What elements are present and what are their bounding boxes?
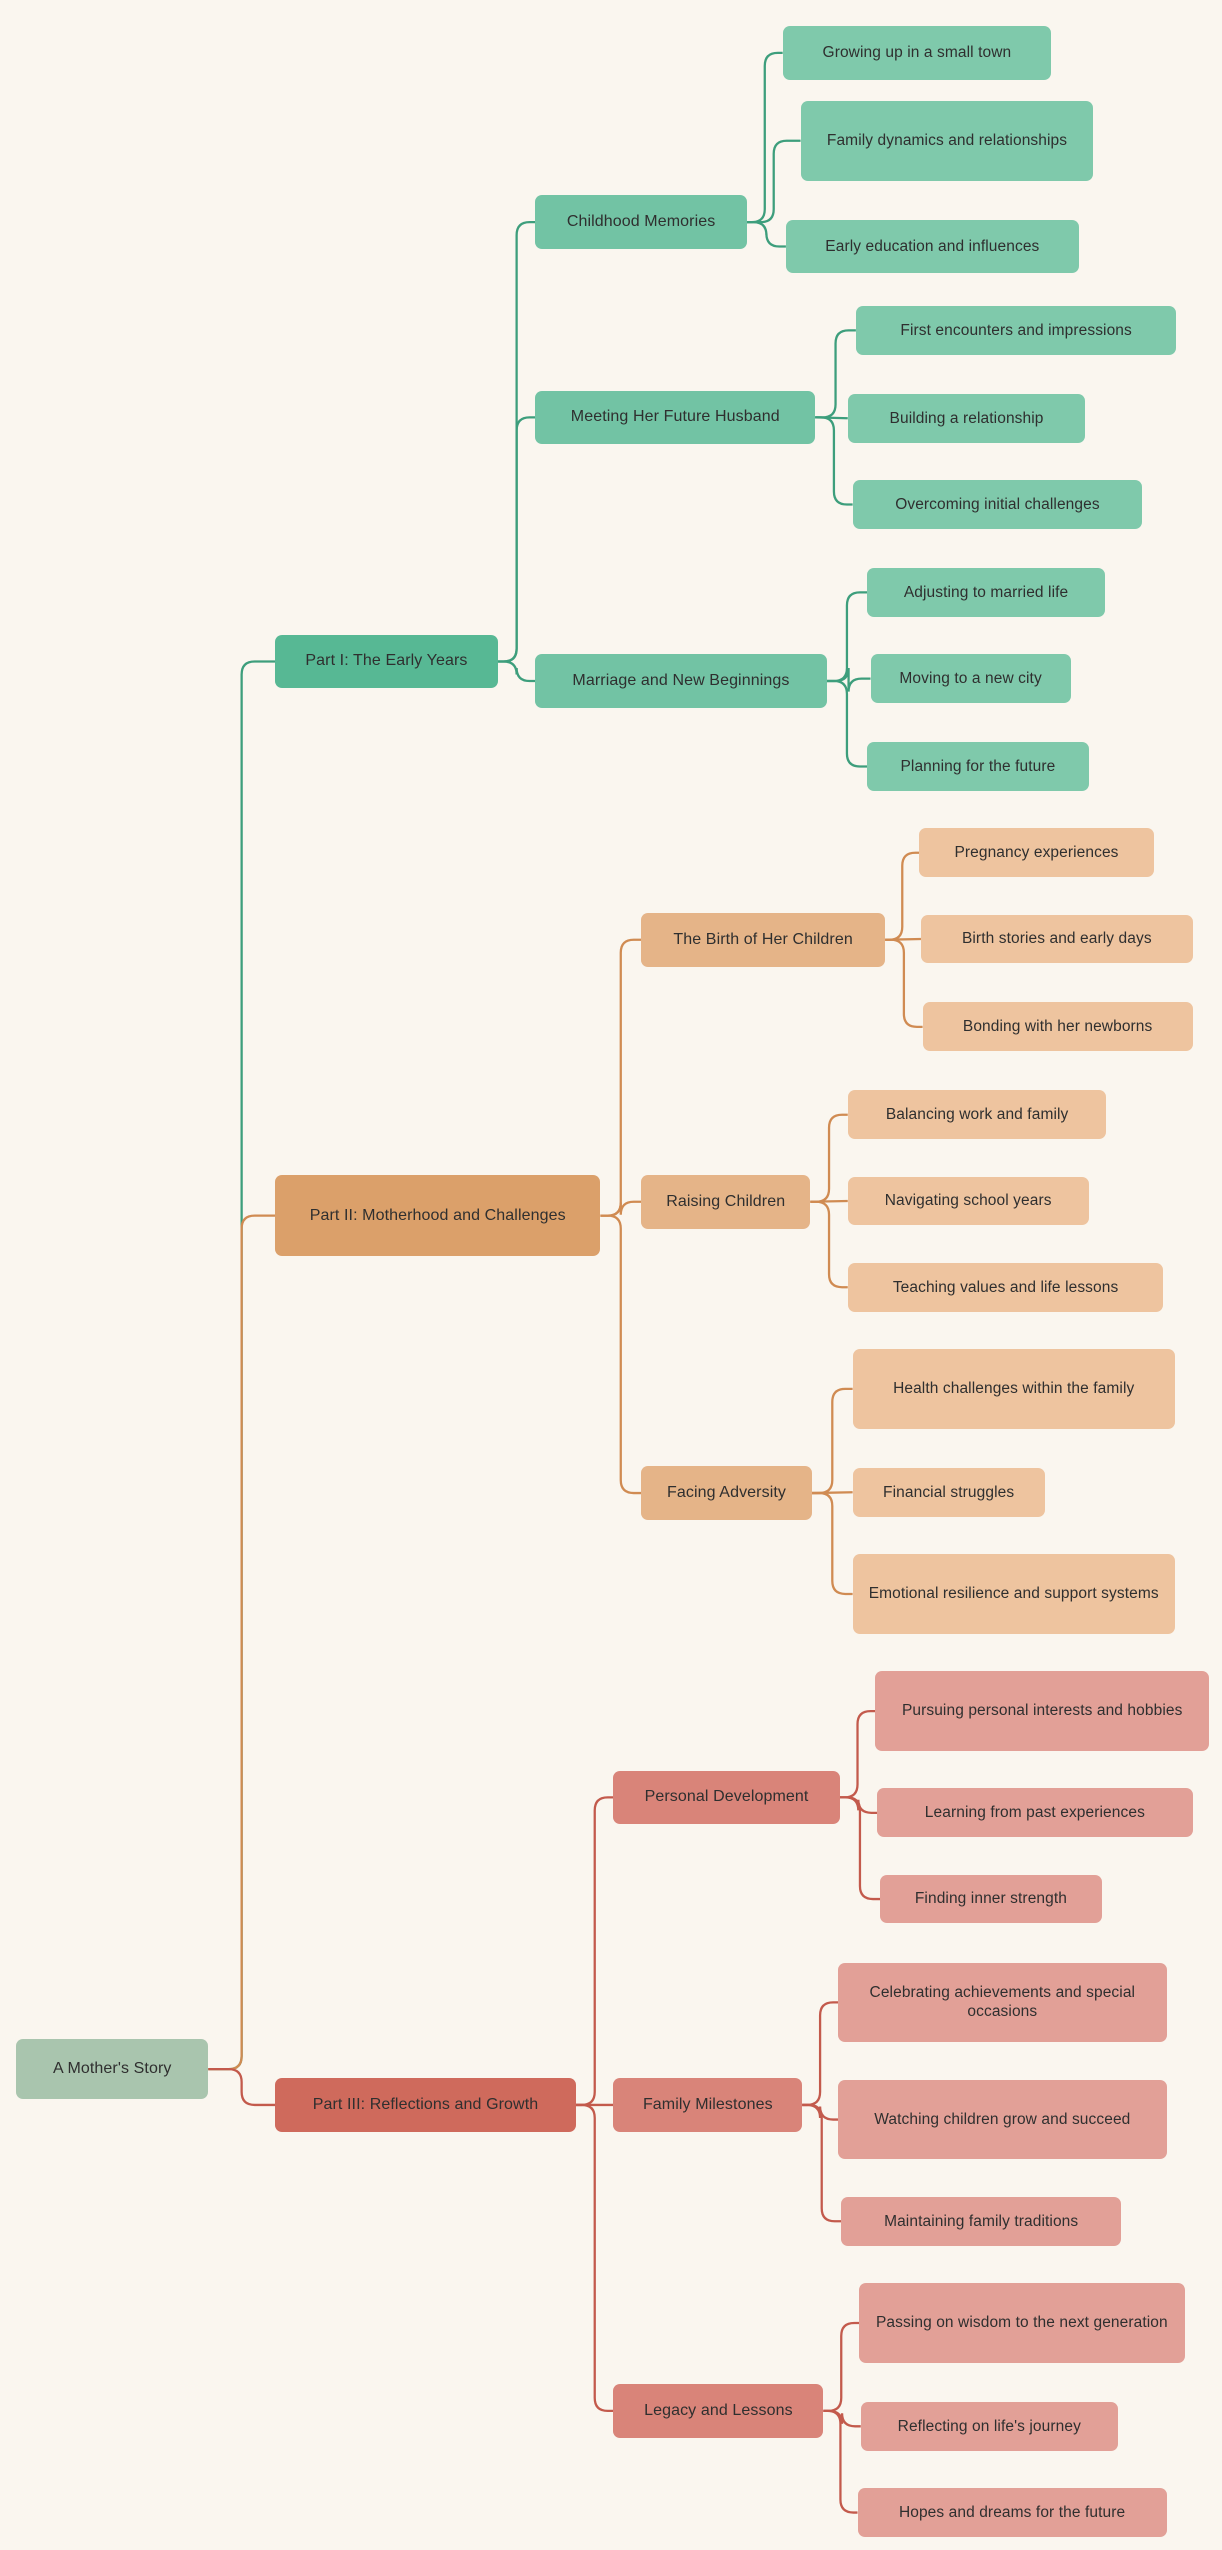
leaf-node-passing-on-wisdom-to-the-next-generation[interactable]: Passing on wisdom to the next generation xyxy=(859,2283,1184,2363)
leaf-node-hopes-and-dreams-for-the-future[interactable]: Hopes and dreams for the future xyxy=(858,2488,1167,2537)
connector-line xyxy=(840,1797,881,1899)
topic-node-the-birth-of-her-children[interactable]: The Birth of Her Children xyxy=(641,913,885,967)
leaf-node-moving-to-a-new-city[interactable]: Moving to a new city xyxy=(871,654,1071,703)
leaf-node-watching-children-grow-and-succeed[interactable]: Watching children grow and succeed xyxy=(838,2080,1167,2160)
leaf-node-birth-stories-and-early-days[interactable]: Birth stories and early days xyxy=(921,915,1193,964)
connector-line xyxy=(747,53,783,222)
topic-node-marriage-and-new-beginnings[interactable]: Marriage and New Beginnings xyxy=(535,654,826,708)
connector-line xyxy=(802,2002,838,2105)
connector-line xyxy=(802,2105,838,2120)
root-node[interactable]: A Mother's Story xyxy=(16,2039,208,2099)
branch-node-part-ii-motherhood-and-challenges[interactable]: Part II: Motherhood and Challenges xyxy=(275,1175,600,1256)
leaf-node-family-dynamics-and-relationships[interactable]: Family dynamics and relationships xyxy=(801,101,1094,181)
connector-line xyxy=(747,141,801,222)
leaf-node-balancing-work-and-family[interactable]: Balancing work and family xyxy=(848,1090,1107,1139)
topic-node-personal-development[interactable]: Personal Development xyxy=(613,1771,839,1825)
topic-node-family-milestones[interactable]: Family Milestones xyxy=(613,2078,802,2132)
connector-line xyxy=(498,222,535,661)
connector-line xyxy=(823,2411,860,2426)
leaf-node-first-encounters-and-impressions[interactable]: First encounters and impressions xyxy=(856,306,1177,355)
leaf-node-teaching-values-and-life-lessons[interactable]: Teaching values and life lessons xyxy=(848,1263,1164,1312)
connector-line xyxy=(885,940,922,1027)
connector-line xyxy=(208,662,275,2070)
connector-line xyxy=(823,2323,859,2411)
leaf-node-planning-for-the-future[interactable]: Planning for the future xyxy=(867,742,1088,791)
connector-line xyxy=(840,1797,877,1812)
leaf-node-overcoming-initial-challenges[interactable]: Overcoming initial challenges xyxy=(853,480,1143,529)
connector-line xyxy=(208,1216,275,2070)
branch-node-part-i-the-early-years[interactable]: Part I: The Early Years xyxy=(275,635,498,689)
branch-node-part-iii-reflections-and-growth[interactable]: Part III: Reflections and Growth xyxy=(275,2078,576,2132)
leaf-node-pursuing-personal-interests-and-hobbies[interactable]: Pursuing personal interests and hobbies xyxy=(875,1671,1209,1751)
connector-line xyxy=(810,1201,847,1202)
leaf-node-financial-struggles[interactable]: Financial struggles xyxy=(853,1468,1045,1517)
leaf-node-finding-inner-strength[interactable]: Finding inner strength xyxy=(880,1875,1101,1924)
connector-line xyxy=(208,2069,275,2105)
connector-line xyxy=(498,417,535,661)
connector-line xyxy=(802,2105,841,2221)
topic-node-facing-adversity[interactable]: Facing Adversity xyxy=(641,1466,812,1520)
topic-node-childhood-memories[interactable]: Childhood Memories xyxy=(535,195,747,249)
connector-line xyxy=(827,668,871,692)
leaf-node-maintaining-family-traditions[interactable]: Maintaining family traditions xyxy=(841,2197,1121,2246)
connector-line xyxy=(600,1202,641,1216)
leaf-node-early-education-and-influences[interactable]: Early education and influences xyxy=(786,220,1079,274)
leaf-node-learning-from-past-experiences[interactable]: Learning from past experiences xyxy=(877,1788,1193,1837)
connector-line xyxy=(827,681,868,766)
leaf-node-reflecting-on-life-s-journey[interactable]: Reflecting on life's journey xyxy=(861,2402,1118,2451)
connector-line xyxy=(576,1797,613,2105)
connector-line xyxy=(812,1493,853,1594)
connector-line xyxy=(812,1492,853,1493)
connector-line xyxy=(827,592,868,681)
connector-line xyxy=(810,1115,847,1202)
connector-line xyxy=(823,2411,857,2513)
leaf-node-adjusting-to-married-life[interactable]: Adjusting to married life xyxy=(867,568,1105,617)
connector-line xyxy=(840,1711,876,1797)
connector-line xyxy=(498,662,535,682)
connector-line xyxy=(600,1216,641,1493)
topic-node-raising-children[interactable]: Raising Children xyxy=(641,1175,810,1229)
topic-node-meeting-her-future-husband[interactable]: Meeting Her Future Husband xyxy=(535,391,815,445)
topic-node-legacy-and-lessons[interactable]: Legacy and Lessons xyxy=(613,2384,823,2438)
leaf-node-bonding-with-her-newborns[interactable]: Bonding with her newborns xyxy=(923,1002,1193,1051)
connector-line xyxy=(810,1202,847,1287)
connector-line xyxy=(885,939,921,940)
leaf-node-emotional-resilience-and-support-systems[interactable]: Emotional resilience and support systems xyxy=(853,1554,1175,1634)
leaf-node-building-a-relationship[interactable]: Building a relationship xyxy=(848,394,1086,443)
leaf-node-navigating-school-years[interactable]: Navigating school years xyxy=(848,1177,1089,1226)
connector-line xyxy=(812,1389,853,1493)
connector-line xyxy=(815,417,848,418)
connector-line xyxy=(600,940,641,1216)
connector-line xyxy=(576,2105,613,2411)
connector-line xyxy=(885,853,919,940)
leaf-node-health-challenges-within-the-family[interactable]: Health challenges within the family xyxy=(853,1349,1175,1429)
leaf-node-celebrating-achievements-and-special-occ[interactable]: Celebrating achievements and special occasions xyxy=(838,1963,1167,2043)
leaf-node-pregnancy-experiences[interactable]: Pregnancy experiences xyxy=(919,828,1153,877)
leaf-node-growing-up-in-a-small-town[interactable]: Growing up in a small town xyxy=(783,26,1051,80)
connector-line xyxy=(747,222,786,246)
